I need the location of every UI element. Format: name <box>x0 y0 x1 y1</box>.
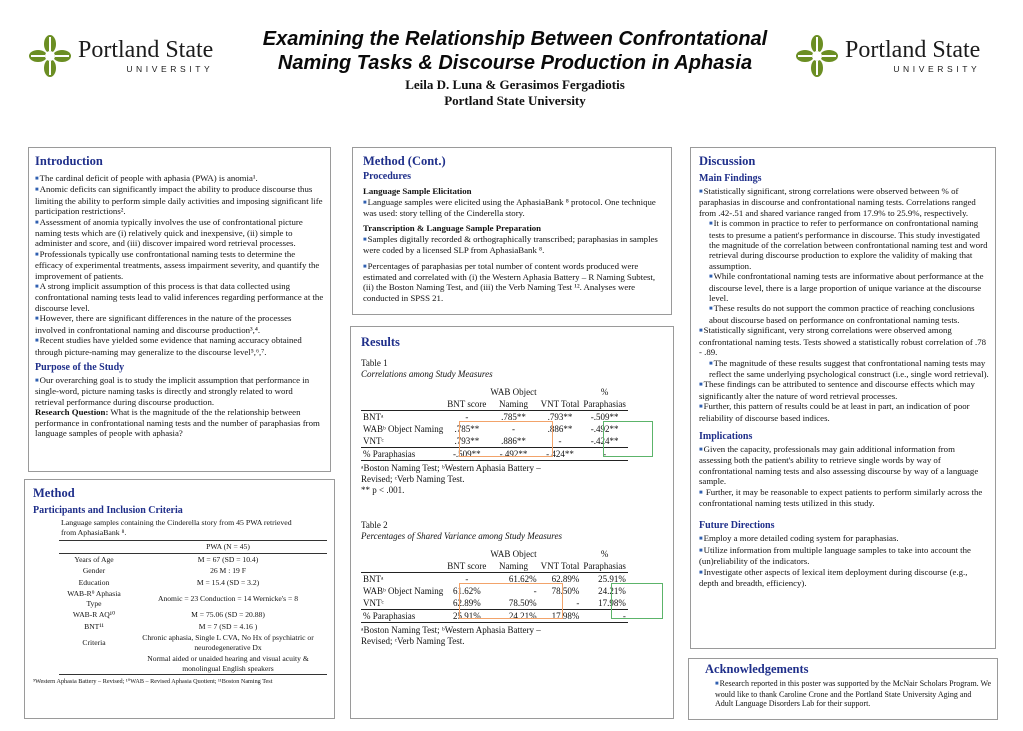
table1-cell: - <box>581 448 628 461</box>
participants-row-value: M = 7 (SD = 4.16 ) <box>198 621 258 631</box>
participants-row <box>59 653 327 675</box>
table2-cell: 17.98% <box>598 598 626 608</box>
finding-bullet: ■ Statistically significant, very strong correlations were observed among confrontational naming tests. Tests showed a statistically robust correlation of .78 - .89. <box>699 325 989 357</box>
transcription-heading: Transcription & Language Sample Preparation <box>363 222 542 233</box>
finding-bullet: ■ It is common in practice to refer to performance on confrontational naming tests to presume a patient's performance in discourse. This study investigated the magnitude of the correlation between confrontational naming test and word retrieval during discourse production to explore the validity of making that assumption. <box>699 218 989 271</box>
participants-row-value: Normal aided or unaided hearing and visual acuity & monolingual English speakers <box>129 653 327 675</box>
table2-cell: 25.91% <box>598 574 626 584</box>
participants-row-value: M = 75.06 (SD = 20.88) <box>191 610 265 619</box>
results-heading: Results <box>361 335 400 349</box>
table1-cell: - <box>511 424 515 434</box>
finding-bullet: ■ Further, this pattern of results could be at least in part, an indication of poor reliability of discourse based indices. <box>699 401 989 423</box>
main-findings-heading: Main Findings <box>699 173 762 184</box>
participants-row-value: Anomic = 23 Conduction = 14 Wernicke's = 8 <box>157 593 298 603</box>
table1-cell: .793** <box>547 412 573 422</box>
finding-bullet: ■ These findings can be attributed to sentence and discourse effects which may significantly alter the nature of word retrieval processes. <box>699 379 989 401</box>
analysis-bullet: ■ Percentages of paraphasias per total number of content words produced were estimated and correlated with (i) the Western Aphasia Battery – R Naming Subtest, (ii) the Boston Naming Test, and (iii) the Verb Naming Test ¹². Analyses were conducted in SPSS 21. <box>363 261 663 304</box>
table2-note-2: Revised; ᶜVerb Naming Test. <box>361 636 465 646</box>
table1-row-label: % Paraphasias <box>361 448 445 461</box>
participants-row <box>59 609 327 621</box>
future-heading: Future Directions <box>699 520 775 532</box>
table1-title: Correlations among Study Measures <box>361 369 493 379</box>
table1-wab-head: WAB Object <box>490 387 537 397</box>
finding-bullet: ■ The magnitude of these results suggest that confrontational naming tests may reflect the same underlying psychological construct (i.e., single word retrieval). <box>699 358 989 380</box>
implication-bullet: ■ Further, it may be reasonable to expect patients to perform similarly across the confrontational naming tests utilized in this study. <box>699 487 989 509</box>
transcription-bullet: ■ Samples digitally recorded & orthographically transcribed; paraphasias in samples were coded by a licensed SLP from AphasiaBank ⁸. <box>363 234 663 256</box>
participants-row-label: Criteria <box>82 637 106 647</box>
title-line-1: Examining the Relationship Between Confrontational <box>262 28 768 50</box>
implication-bullet: ■ Given the capacity, professionals may gain additional information from assessing both the patient's ability to retrieve single words by way of confrontational naming tests and also assessing discourse by way of a language sample. <box>699 444 989 487</box>
psu-logo-right <box>795 34 980 78</box>
psu-leaf-icon <box>795 34 839 78</box>
table2-cell: - <box>465 574 469 584</box>
table1-cell: -.424** <box>539 448 582 461</box>
table1-note-1: ᵃBoston Naming Test; ᵇWestern Aphasia Battery – <box>361 463 541 473</box>
table1-cell: -.492** <box>590 424 619 434</box>
method-cont-heading: Method (Cont.) <box>363 154 446 168</box>
participants-row-label: BNT¹¹ <box>84 621 104 631</box>
participants-row-value: Chronic aphasia, Single L CVA, No Hx of psychiatric or neurodegenerative Dx <box>142 633 314 652</box>
research-question-label: Research Question: <box>35 407 109 418</box>
table1-wrap <box>361 386 667 461</box>
logo-name: Portland State <box>78 37 214 63</box>
authors-block <box>230 77 800 109</box>
table1-row-label: WABᵇ Object Naming <box>363 424 444 434</box>
table1-cell: - <box>465 412 469 422</box>
participants-row <box>59 588 327 609</box>
table2-title: Percentages of Shared Variance among Study Measures <box>361 531 562 541</box>
participants-row-label: WAB-R AQ¹⁰ <box>72 610 116 619</box>
title-line-2: Naming Tasks & Discourse Production in Aphasia <box>277 52 753 74</box>
implications-heading: Implications <box>699 430 753 442</box>
table1-col-header <box>361 398 445 411</box>
table1-caption <box>361 358 667 380</box>
table2-cell: - <box>533 586 537 596</box>
table1-header-row <box>361 398 628 411</box>
logo-subtitle: UNIVERSITY <box>126 64 214 74</box>
table2-cell: 25.91% <box>445 610 488 623</box>
table2-row-label: % Paraphasias <box>361 610 445 623</box>
participants-row-label: WAB-R⁹ Aphasia Type <box>67 589 121 608</box>
logo-subtitle: UNIVERSITY <box>893 64 981 74</box>
discussion-panel <box>690 147 996 649</box>
participants-row-value: M = 15.4 (SD = 3.2) <box>196 577 260 587</box>
table2-cell: 24.21% <box>488 610 538 623</box>
table1-cell: -.509** <box>590 412 619 422</box>
table2-cell: - <box>576 598 580 608</box>
acknowledgements-heading: Acknowledgements <box>705 662 809 676</box>
table1-cell: -.509** <box>445 448 488 461</box>
intro-bullet: ■ Professionals typically use confrontational naming tests to determine the efficacy of experimental treatments, assess impairment severity, and quantify the improvement of patients. <box>35 249 324 281</box>
table1-cell: .886** <box>547 424 573 434</box>
table1-orange-box <box>459 421 553 457</box>
finding-bullet: ■ While confrontational naming tests are informative about performance at the discourse level, there is a large proportion of unique variance at the discourse level. <box>699 271 989 303</box>
intro-bullet: ■ Assessment of anomia typically involves the use of confrontational picture naming tests which are (i) relatively quick and inexpensive, (ii) simple to administer and score, and (iii) discover impaired word retrieval processes. <box>35 217 324 249</box>
table1-cell: -.492** <box>488 448 538 461</box>
participants-row-label: Gender <box>82 566 106 575</box>
research-question <box>35 407 324 438</box>
table2-col-header <box>361 560 445 573</box>
table1-cell: .886** <box>501 436 526 446</box>
table1-green-box <box>603 421 653 457</box>
method-heading: Method <box>33 486 75 500</box>
participants-row <box>59 577 327 589</box>
table2-cell: 78.50% <box>508 598 537 608</box>
elicitation-heading: Language Sample Elicitation <box>363 186 472 196</box>
table2-cell: 62.89% <box>551 574 580 584</box>
table1-note-2: Revised; ᶜVerb Naming Test. <box>361 474 465 484</box>
table1-cell: .785** <box>501 412 526 422</box>
table2-cell: - <box>581 610 628 623</box>
research-question-text: What is the magnitude of the the relationship between performance in confrontational naming tests and the number of paraphasias from language samples of people with aphasia? <box>35 407 320 438</box>
participants-table <box>59 540 327 675</box>
participants-row-label: Education <box>78 577 110 587</box>
psu-logo-left <box>28 34 213 78</box>
table2-row-label: VNTᶜ <box>363 598 384 608</box>
purpose-heading: Purpose of the Study <box>35 361 125 373</box>
introduction-bullets <box>35 173 324 357</box>
participants-row-label: Years of Age <box>74 554 114 564</box>
elicitation-bullet: ■ Language samples were elicited using the AphasiaBank ⁸ protocol. One technique was used: story telling of the Cinderella story. <box>363 197 663 219</box>
table2-cell: 61.62% <box>508 574 537 584</box>
table1-col-header: VNT Total <box>540 399 580 409</box>
participants-heading: Participants and Inclusion Criteria <box>33 505 183 516</box>
table1-col-header: BNT score <box>447 399 487 409</box>
table1-cell: -.424** <box>590 436 619 446</box>
table2-cell: 61.62% <box>452 586 481 596</box>
table2-label: Table 2 <box>361 520 388 530</box>
affiliation: Portland State University <box>444 93 586 108</box>
method-caption: Language samples containing the Cinderella story from 45 PWA retrieved from AphasiaBank ⁸. <box>61 518 292 537</box>
future-bullet: ■ Investigate other aspects of lexical item deployment during discourse (e.g., depth and breadth, efficiency). <box>699 567 989 589</box>
table2-pct-head: % <box>600 549 609 559</box>
discussion-heading: Discussion <box>699 154 756 168</box>
intro-bullet: ■ A strong implicit assumption of this process is that data collected using confrontational naming tests lead to valid inferences regarding performance at the discourse level. <box>35 281 324 313</box>
participants-row <box>59 565 327 577</box>
table2-notes <box>361 625 667 647</box>
table2-col-header: Paraphasias <box>583 561 626 571</box>
method-footnote: ⁹Western Aphasia Battery – Revised; ¹⁰WAB – Revised Aphasia Quotient; ¹¹Boston Naming Test <box>33 678 273 685</box>
intro-bullet: ■ Anomic deficits can significantly impact the ability to produce discourse thus limiting the ability to perform simple daily activities and imposing significant life participation restrictions². <box>35 184 324 216</box>
participants-row-value: M = 67 (SD = 10.4) <box>197 554 259 564</box>
table2-cell: 17.98% <box>539 610 582 623</box>
table2-green-box <box>611 583 663 619</box>
purpose-bullet: ■ Our overarching goal is to study the implicit assumption that performance in single-word, picture naming tasks is directly and strongly related to word retrieval performance during discourse production. <box>35 375 324 407</box>
introduction-panel <box>28 147 331 472</box>
poster-title <box>230 27 800 75</box>
table2-header-row <box>361 560 628 573</box>
table1-pct-head: % <box>600 387 609 397</box>
method-cont-panel <box>352 147 672 315</box>
table2-caption <box>361 520 667 542</box>
intro-bullet: ■ However, there are significant differences in the nature of the processes involved in confrontational naming and discourse production³,⁴. <box>35 313 324 335</box>
intro-bullet: ■ The cardinal deficit of people with aphasia (PWA) is anomia¹. <box>35 173 324 184</box>
table1-cell: .793** <box>454 436 480 446</box>
authors: Leila D. Luna & Gerasimos Fergadiotis <box>405 77 625 92</box>
table1-label: Table 1 <box>361 358 388 368</box>
finding-bullet: ■ Statistically significant, strong correlations were observed between % of paraphasias in discourse and confrontational naming tests. Correlations ranged from .42-.51 and shared variance ranged from 17.9% to 25.9%, respectively. <box>699 186 989 218</box>
table2-wab-head: WAB Object <box>490 549 537 559</box>
table2-orange-box <box>459 583 563 619</box>
psu-leaf-icon <box>28 34 72 78</box>
acknowledgements-panel <box>688 658 998 720</box>
logo-name: Portland State <box>845 37 981 63</box>
table1-cell: .785** <box>454 424 480 434</box>
table1-row-label: BNTᵃ <box>363 412 384 422</box>
table2-col-header: Naming <box>488 560 538 573</box>
table2-col-header: VNT Total <box>540 561 580 571</box>
participants-row-value: 26 M : 19 F <box>210 566 246 575</box>
intro-bullet: ■ Recent studies have yielded some evidence that naming accuracy obtained through picture-naming may generalize to the discourse level⁵,⁶,⁷. <box>35 335 324 357</box>
future-bullet: ■ Utilize information from multiple language samples to take into account the (un)reliability of the indicators. <box>699 545 989 567</box>
implications-list <box>699 444 989 508</box>
procedures-heading: Procedures <box>363 171 411 182</box>
participants-row-label <box>59 653 129 675</box>
table2-cell: 78.50% <box>551 586 580 596</box>
participants-row <box>59 632 327 653</box>
table2-cell: 24.21% <box>598 586 626 596</box>
table1-notes <box>361 463 667 496</box>
future-list <box>699 533 989 588</box>
introduction-heading: Introduction <box>35 154 103 168</box>
participants-col-header: PWA (N = 45) <box>129 541 327 554</box>
main-findings-list <box>699 186 989 423</box>
method-panel <box>24 479 335 719</box>
table1-col-header: Paraphasias <box>583 399 626 409</box>
table2-col-header: BNT score <box>447 561 487 571</box>
table2-row-label: WABᵇ Object Naming <box>363 586 444 596</box>
table1-col-header: Naming <box>488 398 538 411</box>
table1-cell: - <box>558 436 562 446</box>
acknowledgements-text: ■ Research reported in this poster was supported by the McNair Scholars Program. We would like to thank Caroline Crone and the Portland State University Aging and Adult Language Disorders Lab for their support. <box>705 679 991 709</box>
results-panel <box>350 326 674 719</box>
table2-row-label: BNTᵃ <box>363 574 384 584</box>
future-bullet: ■ Employ a more detailed coding system for paraphasias. <box>699 533 989 544</box>
table1-note-3: ** p < .001. <box>361 485 405 495</box>
table2-note-1: ᵃBoston Naming Test; ᵇWestern Aphasia Battery – <box>361 625 541 635</box>
finding-bullet: ■ These results do not support the common practice of reaching conclusions about discourse based on performance on confrontational naming tests. <box>699 303 989 325</box>
participants-row <box>59 553 327 565</box>
table2-cell: 62.89% <box>452 598 481 608</box>
participants-row <box>59 621 327 633</box>
table1-row-label: VNTᶜ <box>363 436 384 446</box>
table2-wrap <box>361 548 667 623</box>
